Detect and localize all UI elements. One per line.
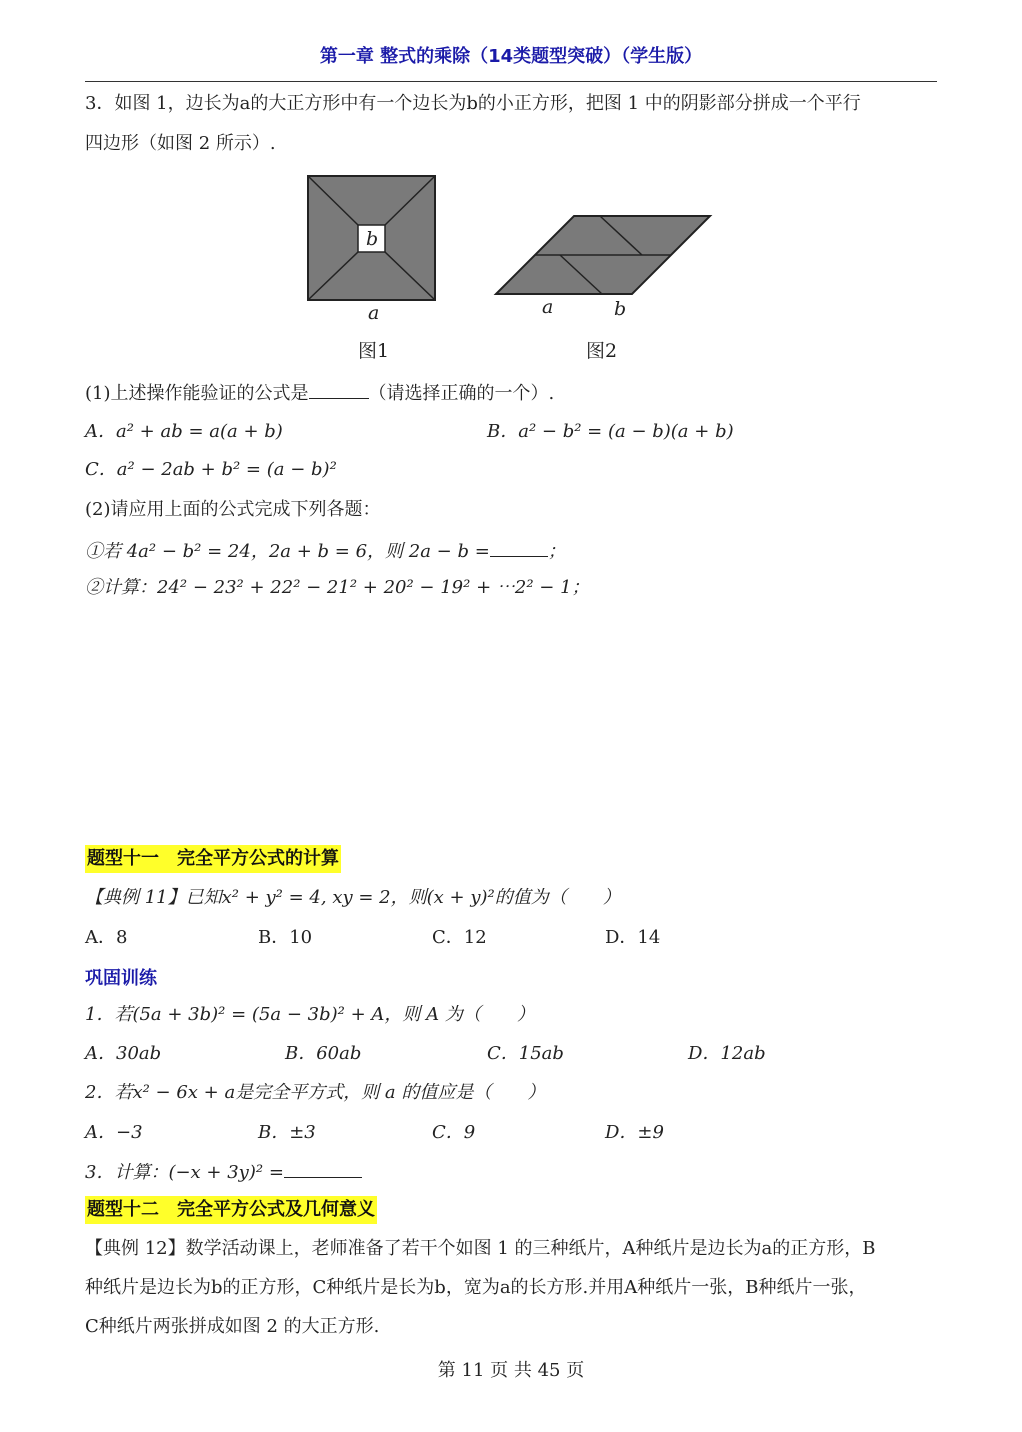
- figure-2: [490, 210, 715, 300]
- example-12-line2: 种纸片是边长为b的正方形，C种纸片是长为b，宽为a的长方形.并用A种纸片一张，B种纸片一张，: [85, 1277, 867, 1298]
- section-12-title: 题型十二 完全平方公式及几何意义: [85, 1196, 377, 1224]
- example-11-option-c: C．12: [432, 927, 487, 948]
- q1-answer-blank[interactable]: [309, 380, 369, 399]
- fig2-label-a: a: [542, 296, 554, 318]
- fig1-label-a: a: [368, 302, 380, 324]
- problem3-q2-1: [85, 538, 566, 564]
- q1-option-b: B．a² − b² = (a − b)(a + b): [487, 421, 734, 442]
- problem3-q2: (2)请应用上面的公式完成下列各题：: [85, 499, 381, 520]
- practice-2-option-a: A．−3: [85, 1122, 143, 1143]
- fig1-label-b: b: [366, 228, 379, 250]
- page-header-title: 第一章 整式的乘除（14类题型突破）（学生版）: [319, 46, 703, 67]
- practice-3-text: 3．计算：(−x + 3y)² =: [85, 1162, 284, 1183]
- q1-tail: （请选择正确的一个）.: [368, 383, 555, 404]
- practice-title: 巩固训练: [85, 968, 157, 989]
- practice-2: 2．若x² − 6x + a是完全平方式，则 a 的值应是（ ）: [85, 1082, 546, 1103]
- practice-1-option-b: B．60ab: [285, 1043, 362, 1064]
- q2-1-tail: ；: [547, 541, 566, 562]
- example-11: 【典例 11】已知x² + y² = 4, xy = 2，则(x + y)²的值为（ ）: [85, 887, 621, 908]
- problem3-line1: 3．如图 1，边长为a的大正方形中有一个边长为b的小正方形，把图 1 中的阴影部分拼成一个平行: [85, 93, 861, 114]
- practice-2-option-d: D．±9: [605, 1122, 664, 1143]
- example-12-line1: 【典例 12】数学活动课上，老师准备了若干个如图 1 的三种纸片，A种纸片是边长为a的正方形，B: [85, 1238, 876, 1259]
- header-rule: [85, 81, 937, 82]
- practice-1: 1．若(5a + 3b)² = (5a − 3b)² + A，则 A 为（ ）: [85, 1004, 535, 1025]
- q1-option-c: C．a² − 2ab + b² = (a − b)²: [85, 459, 337, 480]
- q1-text: (1)上述操作能验证的公式是: [85, 383, 309, 404]
- problem3-q1: [85, 380, 554, 406]
- fig1-caption: 图1: [358, 340, 390, 362]
- example-12-line3: C种纸片两张拼成如图 2 的大正方形.: [85, 1316, 380, 1337]
- q2-1-text: ①若 4a² − b² = 24，2a + b = 6，则 2a − b =: [85, 541, 490, 562]
- practice-2-option-b: B．±3: [258, 1122, 316, 1143]
- practice-3-answer-blank[interactable]: [284, 1159, 362, 1178]
- page-footer: 第 11 页 共 45 页: [437, 1360, 585, 1381]
- example-11-option-d: D．14: [605, 927, 661, 948]
- practice-1-option-c: C．15ab: [487, 1043, 564, 1064]
- practice-1-option-d: D．12ab: [688, 1043, 766, 1064]
- example-11-option-a: A．8: [85, 927, 128, 948]
- example-11-option-b: B．10: [258, 927, 313, 948]
- fig2-caption: 图2: [586, 340, 618, 362]
- section-11-title: 题型十一 完全平方公式的计算: [85, 845, 341, 873]
- practice-1-option-a: A．30ab: [85, 1043, 162, 1064]
- fig2-label-b: b: [614, 298, 627, 320]
- problem3-line2: 四边形（如图 2 所示）.: [85, 133, 276, 154]
- practice-3: [85, 1159, 362, 1185]
- q1-option-a: A．a² + ab = a(a + b): [85, 421, 283, 442]
- problem3-q2-2: ②计算：24² − 23² + 22² − 21² + 20² − 19² + ⋯2² − 1；: [85, 577, 590, 598]
- q2-1-answer-blank[interactable]: [490, 538, 548, 557]
- practice-2-option-c: C．9: [432, 1122, 476, 1143]
